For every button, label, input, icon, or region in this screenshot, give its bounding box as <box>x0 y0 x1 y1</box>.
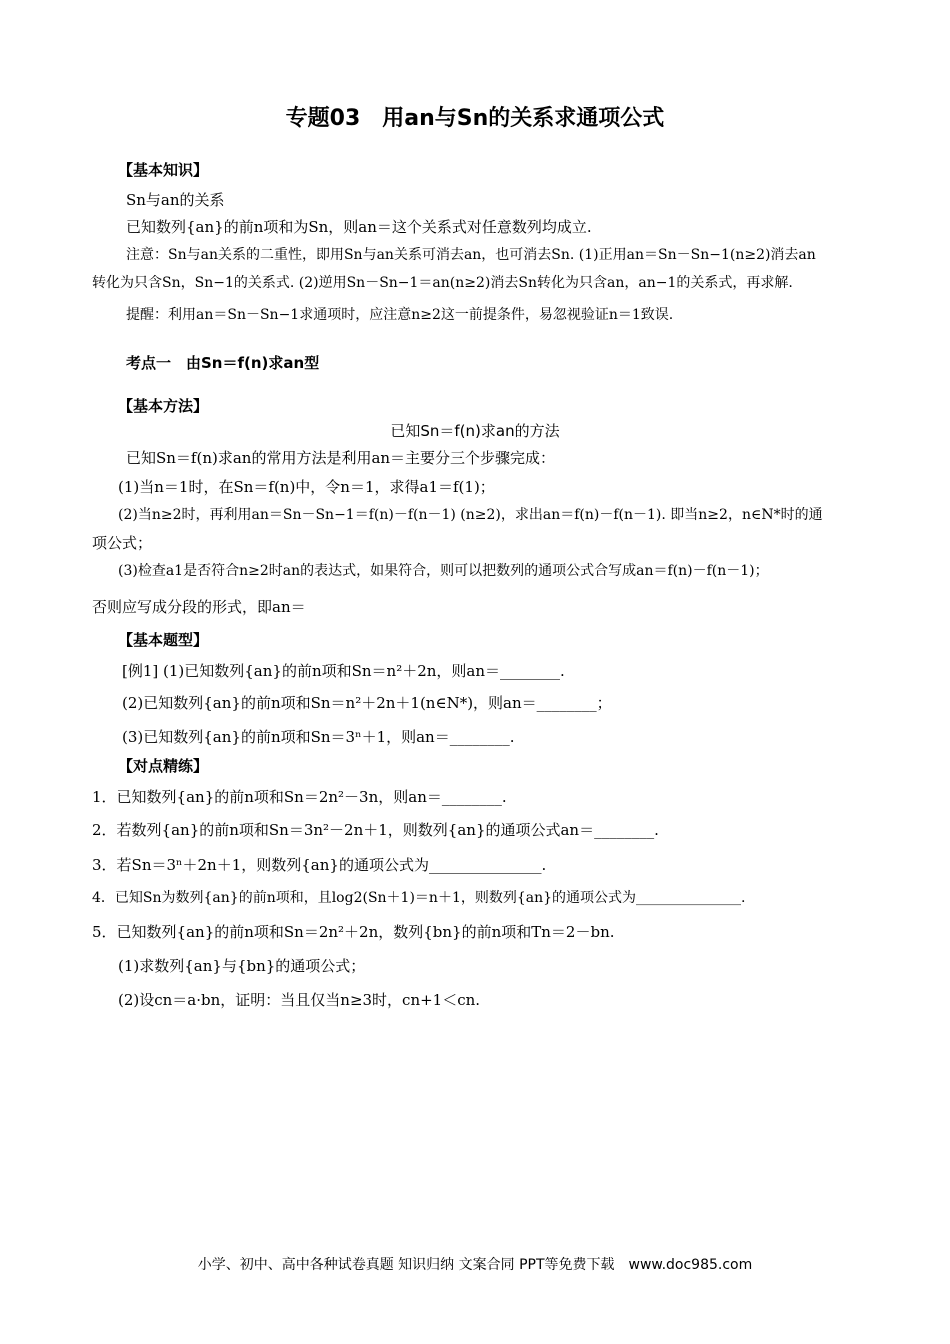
method-line-5: (3)检查a1是否符合n≥2时an的表达式，如果符合，则可以把数列的通项公式合写成an＝f(n)－f(n－1)； <box>118 563 769 579</box>
practice-question-1: 1．已知数列{an}的前n项和Sn＝2n²－3n，则an＝________. <box>92 788 507 806</box>
method-subtitle: 已知Sn＝f(n)求an的方法 <box>390 422 560 440</box>
subtitle-relation: Sn与an的关系 <box>126 191 225 209</box>
practice-question-2: 2．若数列{an}的前n项和Sn＝3n²－2n＋1，则数列{an}的通项公式an＝________. <box>92 821 659 839</box>
heading-point-one: 考点一 由Sn＝f(n)求an型 <box>126 354 320 372</box>
example-1-part-2: (2)已知数列{an}的前n项和Sn＝n²＋2n＋1(n∈N*)，则an＝________； <box>122 694 612 712</box>
method-line-3: (2)当n≥2时，再利用an＝Sn－Sn−1＝f(n)－f(n－1) (n≥2)，求出an＝f(n)－f(n－1). 即当n≥2，n∈N*时的通 <box>118 507 823 523</box>
method-line-6: 否则应写成分段的形式，即an＝ <box>92 598 306 616</box>
example-1-part-3: (3)已知数列{an}的前n项和Sn＝3ⁿ＋1，则an＝________. <box>122 728 515 746</box>
knowledge-line-1: 已知数列{an}的前n项和为Sn，则an＝这个关系式对任意数列均成立. <box>126 218 592 236</box>
practice-question-5-part-1: (1)求数列{an}与{bn}的通项公式； <box>118 957 366 975</box>
page-title: 专题03 用an与Sn的关系求通项公式 <box>285 106 665 131</box>
practice-question-3: 3．若Sn＝3ⁿ＋2n＋1，则数列{an}的通项公式为_______________. <box>92 856 547 874</box>
heading-basic-method: 【基本方法】 <box>118 397 209 415</box>
knowledge-line-4: 提醒：利用an＝Sn－Sn−1求通项时，应注意n≥2这一前提条件，易忽视验证n＝1致误. <box>126 307 674 323</box>
practice-question-4: 4．已知Sn为数列{an}的前n项和，且log2(Sn＋1)＝n＋1，则数列{an}的通项公式为_______________. <box>92 890 746 906</box>
knowledge-line-3: 转化为只含Sn，Sn−1的关系式. (2)逆用Sn－Sn−1＝an(n≥2)消去Sn转化为只含an，an−1的关系式，再求解. <box>92 275 793 291</box>
heading-basic-knowledge: 【基本知识】 <box>118 161 209 179</box>
heading-basic-types: 【基本题型】 <box>118 631 209 649</box>
practice-question-5: 5．已知数列{an}的前n项和Sn＝2n²＋2n，数列{bn}的前n项和Tn＝2－bn. <box>92 923 615 941</box>
method-line-4: 项公式； <box>92 534 153 552</box>
method-line-2: (1)当n＝1时，在Sn＝f(n)中，令n＝1，求得a1＝f(1)； <box>118 478 495 496</box>
footer-text: 小学、初中、高中各种试卷真题 知识归纳 文案合同 PPT等免费下载 www.doc985.com <box>197 1257 753 1273</box>
example-1-part-1: [例1] (1)已知数列{an}的前n项和Sn＝n²＋2n，则an＝________. <box>122 662 565 680</box>
knowledge-line-2: 注意：Sn与an关系的二重性，即用Sn与an关系可消去an，也可消去Sn. (1)正用an＝Sn－Sn−1(n≥2)消去an <box>126 247 816 263</box>
heading-practice: 【对点精练】 <box>118 757 209 775</box>
practice-question-5-part-2: (2)设cn＝a·bn，证明：当且仅当n≥3时，cn+1＜cn. <box>118 991 481 1009</box>
method-line-1: 已知Sn＝f(n)求an的常用方法是利用an＝主要分三个步骤完成： <box>126 449 556 467</box>
